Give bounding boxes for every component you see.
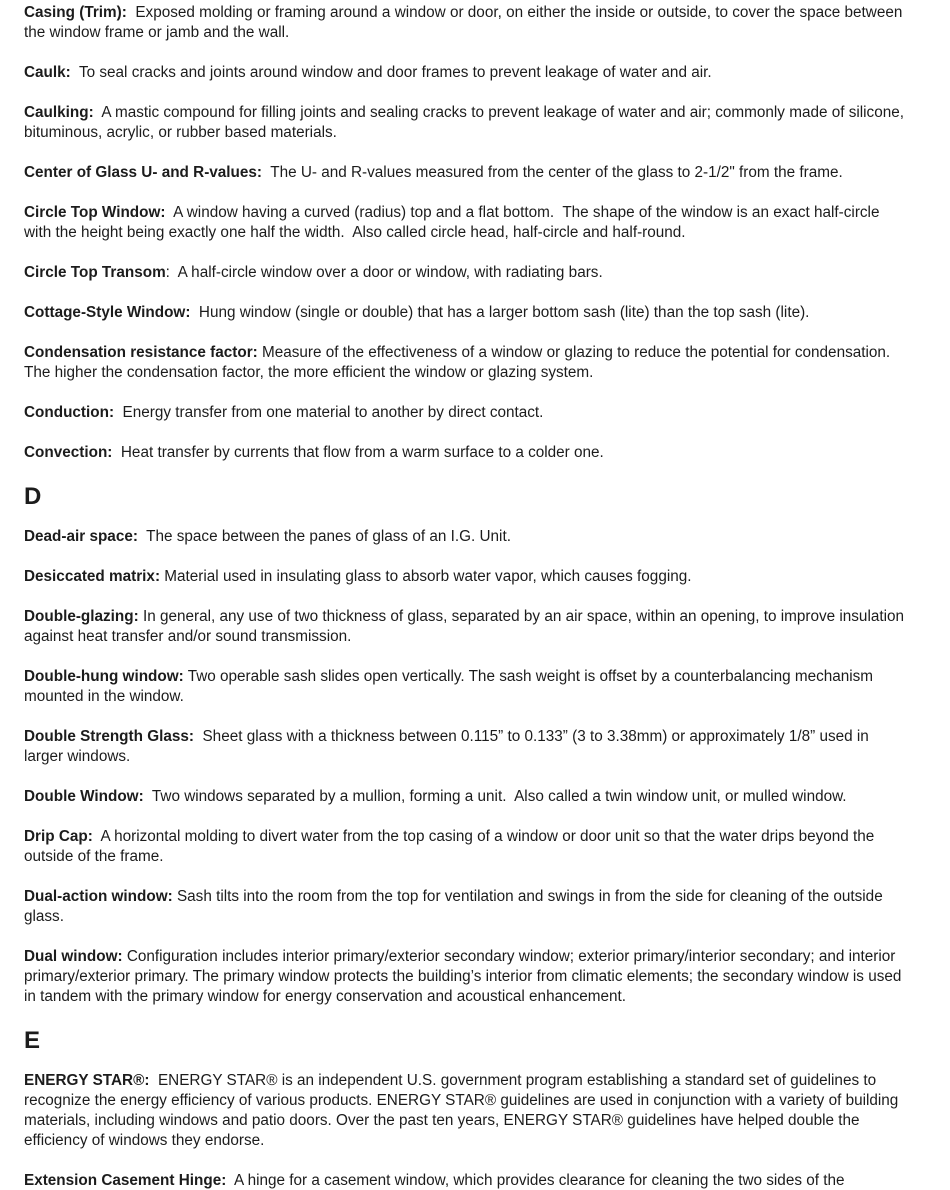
glossary-term: Double-glazing: [24,608,139,625]
glossary-term: Double Window: [24,788,144,805]
glossary-definition: : A half-circle window over a door or window, with radiating bars. [165,264,603,281]
glossary-entry-energy-star [24,1071,910,1151]
glossary-term: Double Strength Glass: [24,728,194,745]
glossary-definition: Exposed molding or framing around a window or door, on either the inside or outside, to cover the space between the window frame or jamb and the wall. [24,4,907,41]
glossary-definition: Two windows separated by a mullion, forming a unit. Also called a twin window unit, or mulled window. [143,788,847,805]
glossary-definition: The U- and R-values measured from the center of the glass to 2-1/2" from the frame. [262,164,843,181]
glossary-entry-caulk [24,63,910,83]
glossary-entry-conduction [24,403,910,423]
glossary-entry-desiccated-matrix [24,567,910,587]
glossary-definition: A window having a curved (radius) top and a flat bottom. The shape of the window is an exact half-circle with the height being exactly one half the width. Also called circle head, half-circle and half-round. [24,204,884,241]
glossary-definition: Measure of the effectiveness of a window or glazing to reduce the potential for condensation. The higher the condensation factor, the more efficient the window or glazing system. [24,344,895,381]
glossary-definition: A hinge for a casement window, which provides clearance for cleaning the two sides of the [226,1172,845,1189]
section-heading-e: E [24,1027,41,1054]
glossary-term: Circle Top Transom [24,264,166,281]
glossary-term: Circle Top Window: [24,204,166,221]
glossary-term: ENERGY STAR®: [24,1072,150,1089]
glossary-term: Extension Casement Hinge: [24,1172,227,1189]
glossary-term: Convection: [24,444,113,461]
glossary-term: Cottage-Style Window: [24,304,191,321]
glossary-entry-dual-action-window [24,887,910,927]
glossary-entry-double-glazing [24,607,910,647]
glossary-definition: To seal cracks and joints around window and door frames to prevent leakage of water and air. [70,64,712,81]
glossary-entry-center-of-glass [24,163,910,183]
glossary-definition: Sash tilts into the room from the top for ventilation and swings in from the side for cleaning of the outside glass. [24,888,887,925]
glossary-term: Center of Glass U- and R-values: [24,164,263,181]
glossary-definition: Sheet glass with a thickness between 0.115” to 0.133” (3 to 3.38mm) or approximately 1/8” used in larger windows. [24,728,874,765]
glossary-entry-double-window [24,787,910,807]
glossary-term: Caulking: [24,104,94,121]
glossary-entry-circle-top-window [24,203,910,243]
glossary-term: Dead-air space: [24,528,138,545]
glossary-term: Double-hung window: [24,668,184,685]
glossary-entry-dual-window [24,947,910,1007]
glossary-definition: Two operable sash slides open vertically. The sash weight is offset by a counterbalancing mechanism mounted in the window. [24,668,878,705]
glossary-term: Caulk: [24,64,71,81]
glossary-entry-double-hung-window [24,667,910,707]
glossary-definition: In general, any use of two thickness of glass, separated by an air space, within an opening, to improve insulation against heat transfer and/or sound transmission. [24,608,909,645]
glossary-definition: ENERGY STAR® is an independent U.S. government program establishing a standard set of guidelines to recognize the energy efficiency of various products. ENERGY STAR® guidelines are used in conjunction with a variety of building materials, including windows and patio doors. Over the past ten years, ENERGY STAR® guidelines have helped double the efficiency of windows they endorse. [24,1072,903,1149]
glossary-definition: A horizontal molding to divert water from the top casing of a window or door unit so that the water drips beyond the outside of the frame. [24,828,879,865]
glossary-entry-dead-air-space [24,527,910,547]
glossary-entry-condensation-resistance-factor [24,343,910,383]
glossary-entry-casing-trim [24,3,910,43]
glossary-definition: Heat transfer by currents that flow from a warm surface to a colder one. [112,444,604,461]
glossary-entry-convection [24,443,910,463]
glossary-entry-caulking [24,103,910,143]
glossary-definition: Configuration includes interior primary/exterior secondary window; exterior primary/interior secondary; and interior primary/exterior primary. The primary window protects the building’s interior from climatic elements; the secondary window is used in tandem with the primary window for energy conservation and acoustical enhancement. [24,948,906,1005]
glossary-entry-cottage-style-window [24,303,910,323]
glossary-definition: A mastic compound for filling joints and sealing cracks to prevent leakage of water and air; commonly made of silicone, bituminous, acrylic, or rubber based materials. [24,104,909,141]
glossary-definition: Energy transfer from one material to another by direct contact. [114,404,544,421]
glossary-definition: Material used in insulating glass to absorb water vapor, which causes fogging. [160,568,692,585]
section-heading-d: D [24,483,42,510]
glossary-entry-double-strength-glass [24,727,910,767]
glossary-term: Dual window: [24,948,123,965]
glossary-term: Conduction: [24,404,115,421]
glossary-entry-circle-top-transom [24,263,910,283]
glossary-definition: The space between the panes of glass of an I.G. Unit. [137,528,511,545]
glossary-term: Dual-action window: [24,888,173,905]
glossary-term: Desiccated matrix: [24,568,161,585]
glossary-term: Drip Cap: [24,828,93,845]
glossary-entry-extension-casement-hinge [24,1171,910,1190]
glossary-term: Casing (Trim): [24,4,127,21]
glossary-definition: Hung window (single or double) that has a larger bottom sash (lite) than the top sash (lite). [190,304,810,321]
glossary-entry-drip-cap [24,827,910,867]
glossary-term: Condensation resistance factor: [24,344,258,361]
